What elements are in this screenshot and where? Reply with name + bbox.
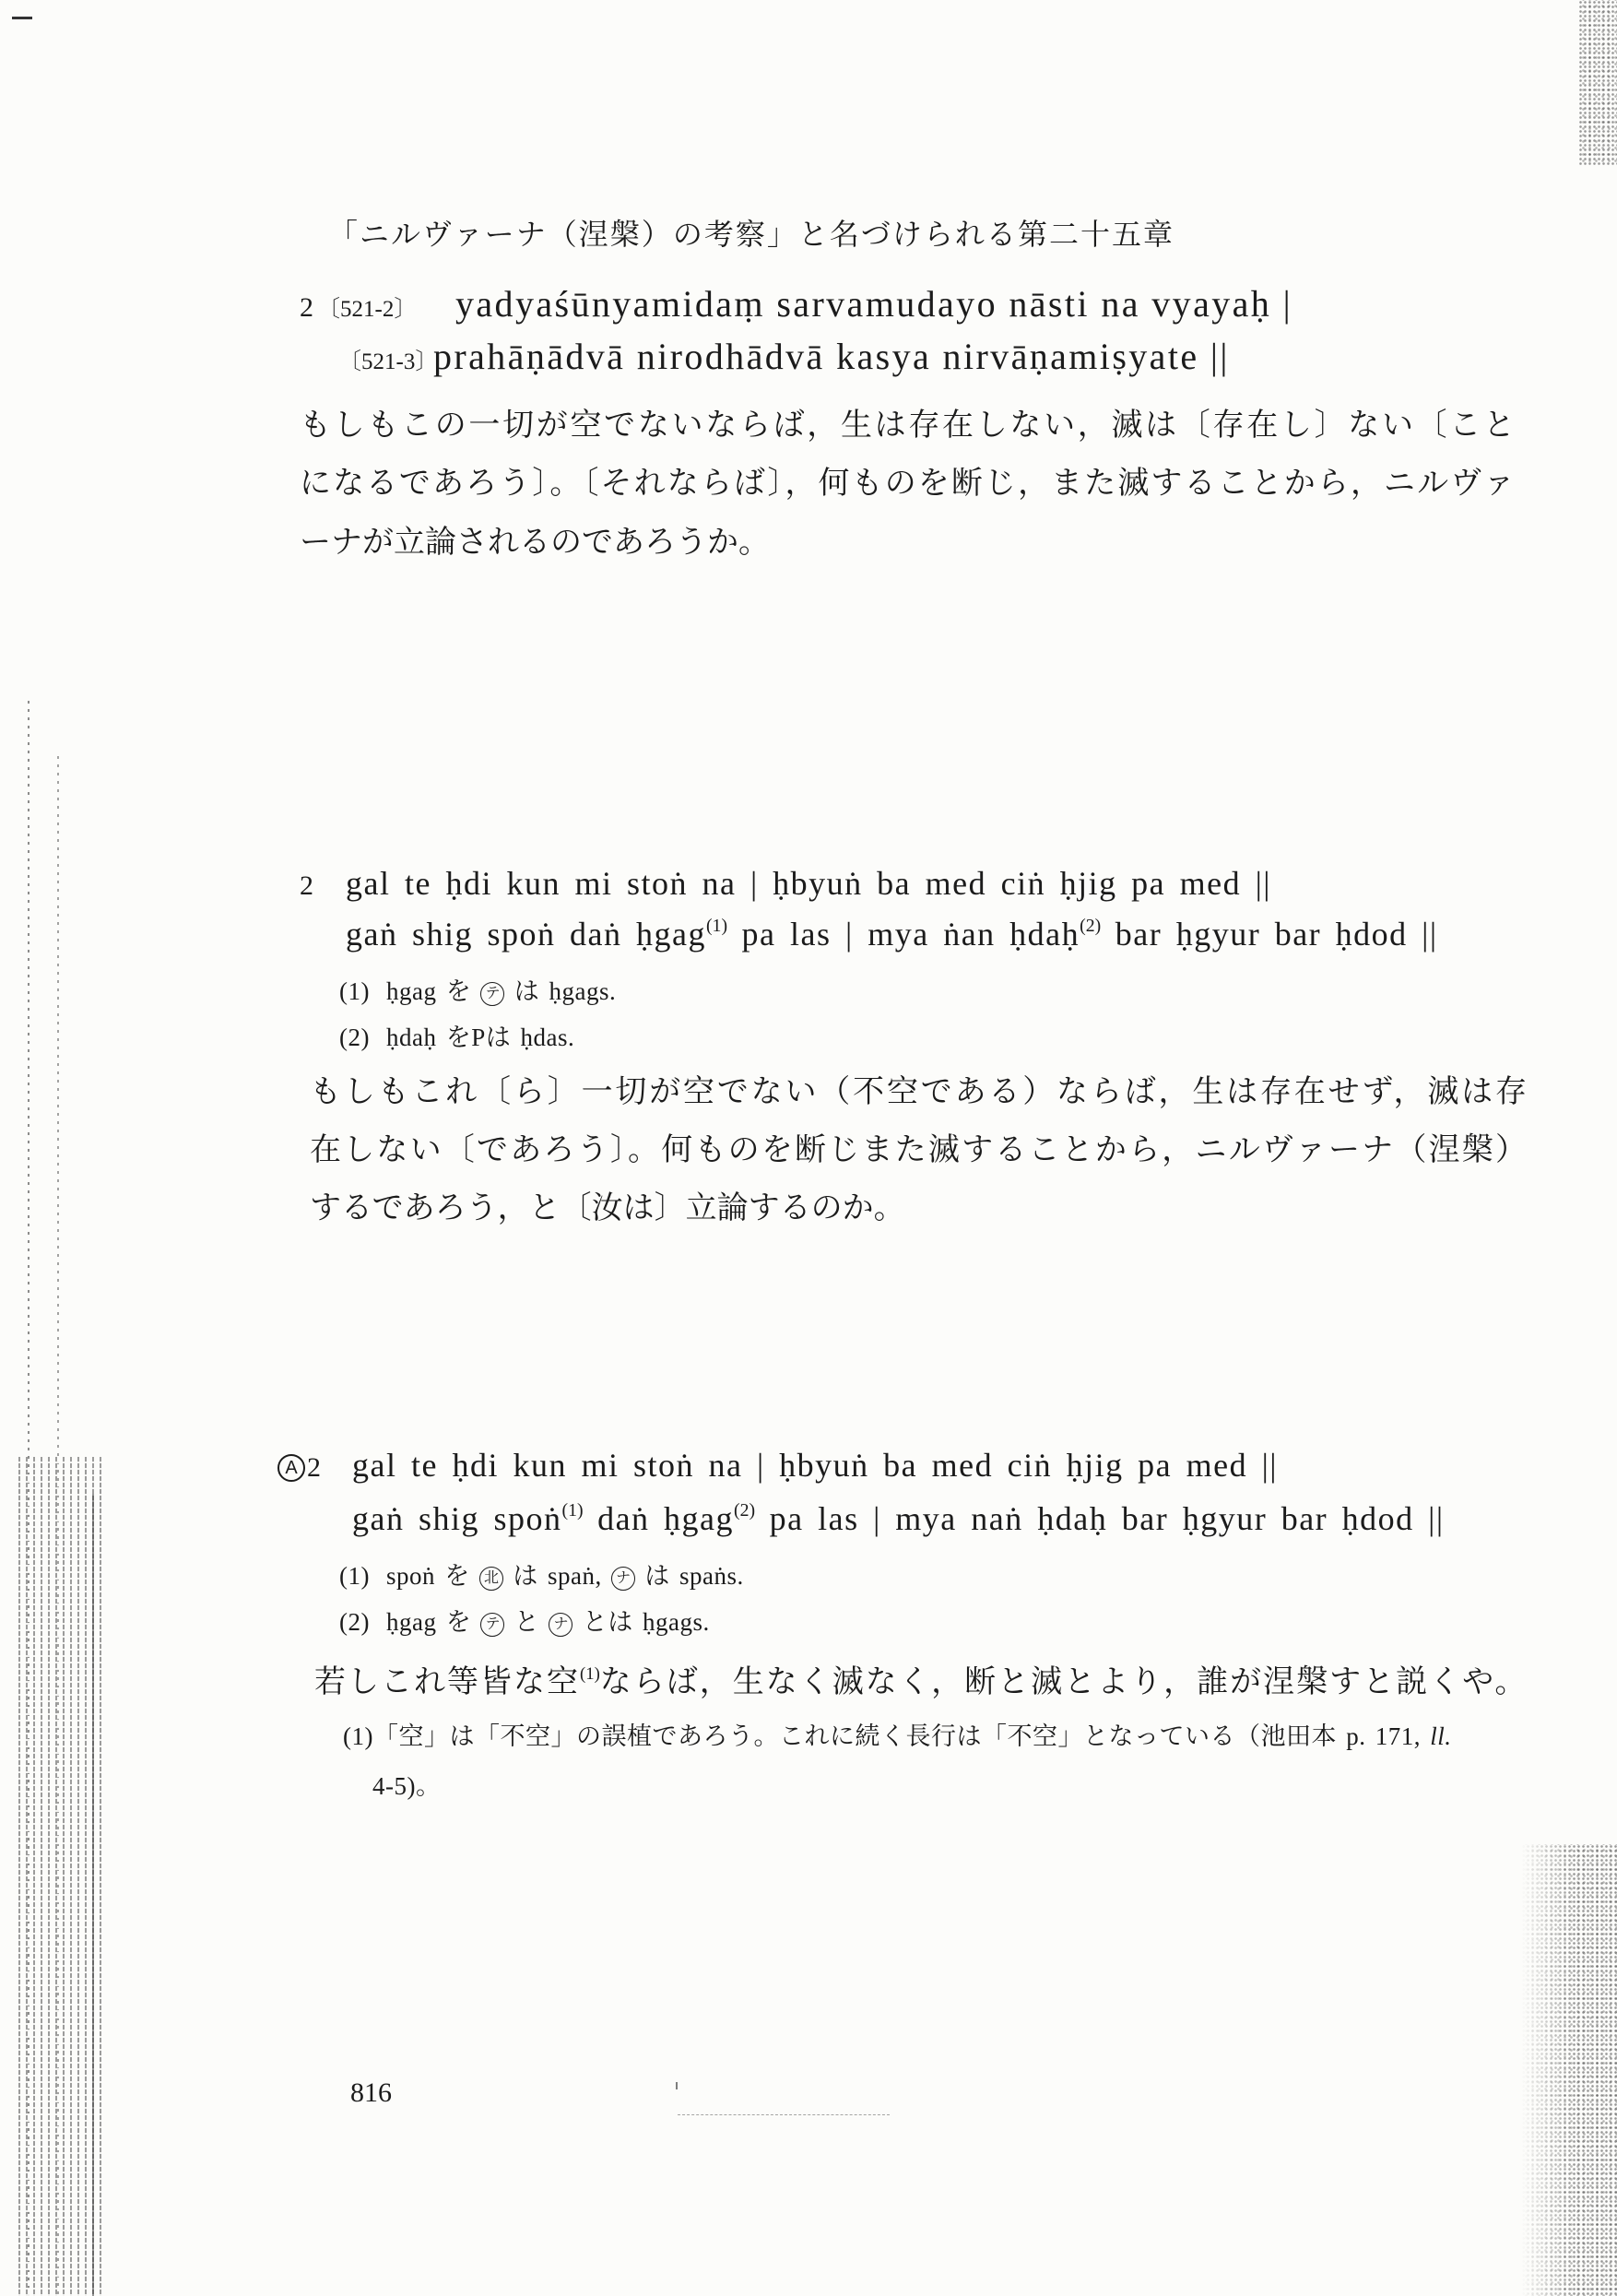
tibetan-text: pa las | mya naṅ ḥdaḥ bar ḥgyur bar ḥdod ||: [755, 1500, 1445, 1537]
scan-dash-mark: [12, 17, 32, 19]
tibetan-text: gaṅ shig spoṅ: [352, 1500, 562, 1537]
translation-text: ならば，生なく滅なく，断と滅とより，誰が涅槃すと説くや。: [599, 1665, 1528, 1699]
tibetan-text: bar ḥgyur bar ḥdod ||: [1101, 916, 1438, 953]
variant-note: [339, 1607, 710, 1637]
tibetan-text: gaṅ shig spoṅ daṅ ḥgag: [346, 916, 706, 953]
tibetan-text: gal te ḥdi kun mi stoṅ na | ḥbyuṅ ba med ciṅ ḥjig pa med ||: [346, 865, 1271, 902]
edition-siglum: テ: [480, 1613, 504, 1637]
verse-reference: 〔521-3〕: [338, 349, 439, 374]
footnote-continuation: 4-5)。: [372, 1772, 442, 1800]
edition-siglum: ナ: [611, 1567, 635, 1591]
verse-reference: 〔521-2〕: [317, 297, 418, 322]
scan-faint-line: [678, 2114, 890, 2115]
translation-text: 若しこれ等皆な空: [314, 1665, 580, 1699]
tibetan-text: pa las | mya ṅan ḥdaḥ: [727, 916, 1080, 953]
footnote-ref: (1): [561, 1500, 584, 1521]
page-number: 816: [350, 2077, 392, 2108]
verse-number: 2: [307, 1452, 321, 1483]
block-a-translation-line: [314, 1664, 1528, 1702]
block-a-verse-line-1: [277, 1446, 1278, 1485]
note-text: spoṅ を: [386, 1562, 470, 1590]
note-text: は spaṅ,: [513, 1562, 602, 1590]
scan-noise-bottom-right: [1521, 1844, 1617, 2296]
footnote-ref: (2): [734, 1500, 756, 1521]
note-text: 「空」は「不空」の誤植であろう。これに続く長行は「不空」となっている（池田本 p. 171,: [372, 1722, 1421, 1750]
sanskrit-text: yadyaśūnyamidaṃ sarvamudayo nāsti na vyayaḥ |: [455, 283, 1292, 325]
footnote-ref: (2): [1080, 916, 1102, 937]
note-text: は spaṅs.: [644, 1562, 744, 1590]
verse-number: 2: [300, 870, 313, 901]
note-number: (1): [339, 1562, 370, 1590]
sanskrit-verse-line-2: [338, 335, 1230, 379]
note-number: (1): [339, 977, 370, 1005]
scan-edge-line: [92, 1494, 94, 2296]
note-text: と: [513, 1608, 540, 1636]
variant-note: [339, 976, 616, 1006]
edition-siglum: 北: [479, 1567, 503, 1591]
circled-a-marker: A: [277, 1454, 305, 1482]
footnote-ref: (1): [705, 916, 728, 937]
sanskrit-text: prahāṇādvā nirodhādvā kasya nirvāṇamiṣyate ||: [433, 336, 1230, 377]
note-text: とは ḥgags.: [582, 1608, 710, 1636]
edition-siglum: テ: [480, 982, 504, 1006]
note-text: ḥgag を: [386, 977, 472, 1005]
block-marker: [277, 1446, 307, 1485]
block-a-verse-line-2: [352, 1499, 1445, 1539]
sanskrit-verse-line-1: [300, 282, 1292, 326]
chapter-header: 「ニルヴァーナ（涅槃）の考察」と名づけられる第二十五章: [328, 218, 1173, 251]
tibetan-text: gal te ḥdi kun mi stoṅ na | ḥbyuṅ ba med ciṅ ḥjig pa med ||: [352, 1447, 1278, 1484]
tibetan-verse-line-2: [346, 915, 1438, 954]
variant-note: [339, 1561, 744, 1591]
verse-number: 2: [300, 292, 313, 323]
variant-note: [339, 1023, 574, 1052]
note-number: (1): [343, 1722, 373, 1750]
sanskrit-translation-line: もしもこの一切が空でないならば，生は存在しない，滅は〔存在し〕ない〔こと: [300, 408, 1515, 443]
tibetan-translation-line: するであろう，と〔汝は〕立論するのか。: [310, 1191, 905, 1225]
note-number: (2): [339, 1024, 370, 1051]
scan-edge-texture: [18, 1457, 103, 2296]
note-text-italic: ll.: [1430, 1722, 1452, 1750]
note-text: ḥdaḥ をPは ḥdas.: [386, 1024, 575, 1051]
edition-siglum: ナ: [549, 1613, 572, 1637]
footnote-line: [343, 1722, 1452, 1751]
tibetan-translation-line: 在しない〔であろう〕。何ものを断じまた滅することから，ニルヴァーナ（涅槃）: [310, 1133, 1527, 1167]
tibetan-verse-line-1: [300, 864, 1271, 904]
footnote-ref: (1): [580, 1663, 600, 1684]
tibetan-text: daṅ ḥgag: [583, 1500, 735, 1537]
sanskrit-translation-line: になるであろう〕。〔それならば〕，何ものを断じ，また滅することから，ニルヴァ: [300, 467, 1515, 501]
note-number: (2): [339, 1608, 370, 1636]
sanskrit-translation-line: ーナが立論されるのであろうか。: [300, 526, 770, 560]
scan-noise-top-right: [1578, 0, 1617, 166]
note-text: ḥgag を: [386, 1608, 472, 1636]
note-text: は ḥgags.: [513, 977, 617, 1005]
tibetan-translation-line: もしもこれ〔ら〕一切が空でない（不空である）ならば，生は存在せず，滅は存: [310, 1075, 1527, 1109]
scan-tick-mark: [676, 2082, 678, 2089]
